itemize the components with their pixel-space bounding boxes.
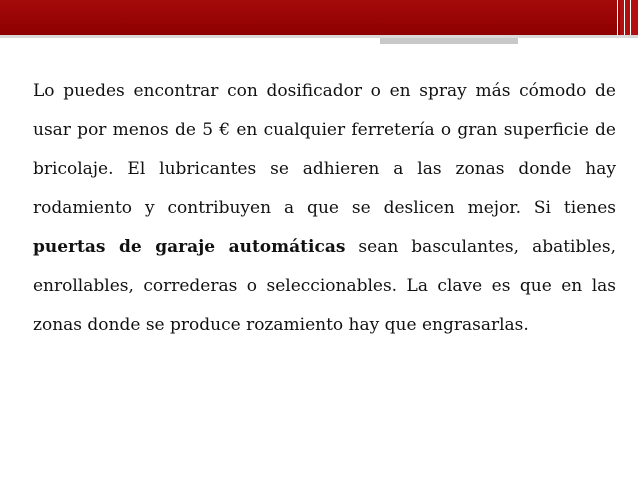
header-tab-decoration (380, 38, 518, 44)
paragraph-text-start: Lo puedes encontrar con dosificador o en spray más cómodo de usar por menos de 5 € en cualquier ferretería o gran superficie de bricolaje. El lubricantes se adhieren a las zonas donde hay rodamiento y contribuyen a que se deslicen mejor. Si tienes (33, 81, 616, 218)
header-accent-stripe (624, 0, 625, 40)
body-paragraph (33, 72, 616, 345)
header-divider (0, 35, 638, 38)
header-accent (620, 0, 638, 35)
header-bar (0, 0, 638, 35)
header-accent-stripe (617, 0, 618, 40)
paragraph-text-end: sean basculantes, abatibles, enrollables, correderas o seleccionables. La clave es que en las zonas donde se produce rozamiento hay que engrasarlas. (33, 237, 616, 335)
highlighted-phrase: puertas de garaje automáticas (33, 237, 346, 257)
header-accent-stripe (630, 0, 631, 40)
slide-body (33, 72, 616, 345)
